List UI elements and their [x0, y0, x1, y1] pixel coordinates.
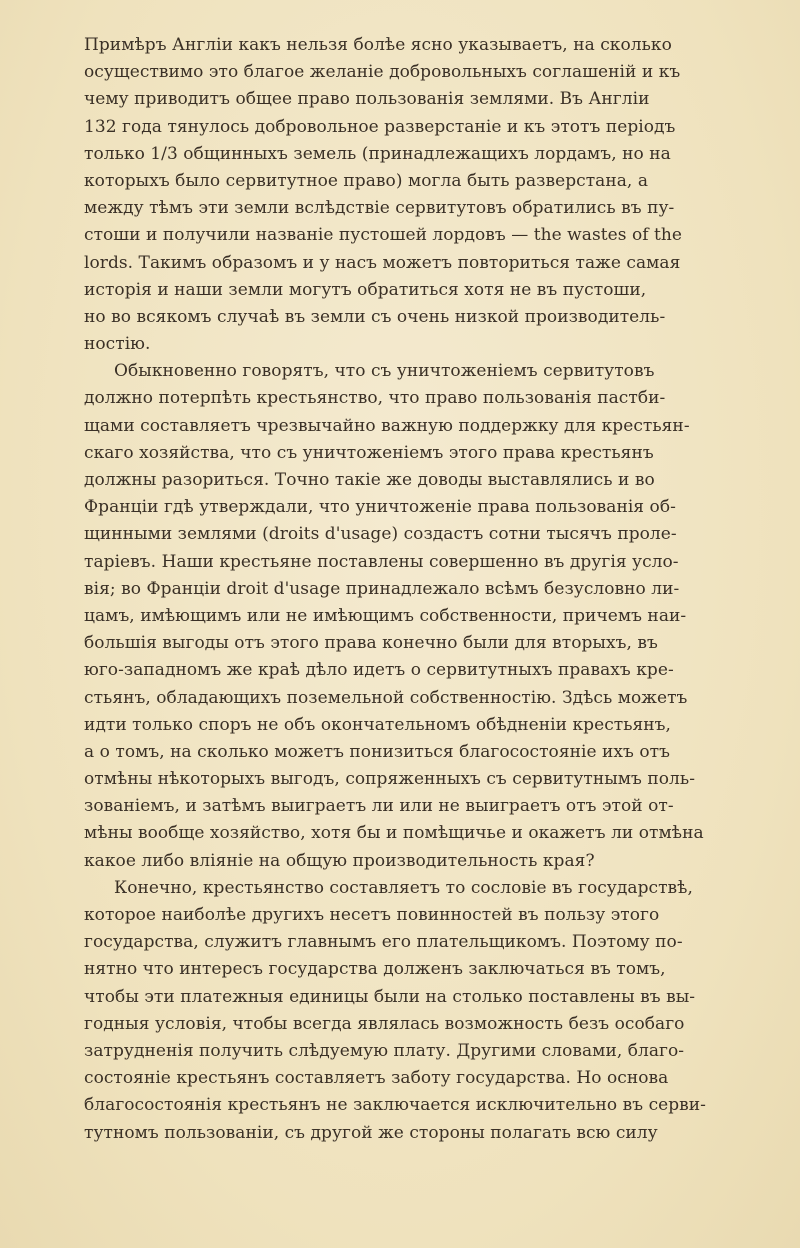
text-line: но во всякомъ случаѣ въ земли съ очень низкой производитель- [84, 306, 666, 327]
text-line: большія выгоды отъ этого права конечно были для вторыхъ, въ [84, 633, 658, 654]
text-line: которое наиболѣе другихъ несетъ повинностей въ пользу этого [84, 905, 660, 925]
text-line: затрудненія получить слѣдуемую плату. Другими словами, благо- [84, 1040, 685, 1061]
text-line: которыхъ было сервитутное право) могла быть разверстана, а [84, 170, 649, 191]
text-line: между тѣмъ эти земли вслѣдствіе сервитутовъ обратились въ пу- [84, 198, 675, 219]
paragraph-3 [84, 875, 736, 1147]
text-line: Примѣръ Англіи какъ нельзя болѣе ясно указываетъ, на сколько [84, 35, 672, 55]
text-line: а о томъ, на сколько можетъ понизиться благосостояніе ихъ отъ [84, 741, 670, 762]
paragraph-1 [84, 32, 736, 358]
text-line: годныя условія, чтобы всегда являлась возможность безъ особаго [84, 1013, 685, 1034]
text-line: чему приводитъ общее право пользованія землями. Въ Англіи [84, 89, 650, 110]
paragraph-2 [84, 358, 736, 875]
text-line: lords. Такимъ образомъ и у насъ можетъ повториться таже самая [84, 252, 681, 273]
text-line: таріевъ. Наши крестьяне поставлены совершенно въ другія усло- [84, 551, 679, 572]
text-line: отмѣны нѣкоторыхъ выгодъ, сопряженныхъ съ сервитутнымъ поль- [84, 769, 695, 790]
text-line: щами составляетъ чрезвычайно важную поддержку для крестьян- [84, 415, 690, 436]
text-line: мѣны вообще хозяйство, хотя бы и помѣщичье и окажетъ ли отмѣна [84, 823, 704, 844]
text-line: только 1/3 общинныхъ земель (принадлежащихъ лордамъ, но на [84, 143, 671, 164]
text-line: зованіемъ, и затѣмъ выиграетъ ли или не выиграетъ отъ этой от- [84, 796, 674, 817]
text-line: вія; во Франціи droit d'usage принадлежало всѣмъ безусловно ли- [84, 578, 680, 599]
text-line: благосостоянія крестьянъ не заключается исключительно въ серви- [84, 1095, 706, 1116]
text-line: государства, служитъ главнымъ его плательщикомъ. Поэтому по- [84, 932, 683, 953]
text-line: нятно что интересъ государства долженъ заключаться въ томъ, [84, 959, 666, 980]
text-line: стьянъ, обладающихъ поземельной собственностію. Здѣсь можетъ [84, 687, 688, 708]
text-line: цамъ, имѣющимъ или не имѣющимъ собственности, причемъ наи- [84, 605, 687, 626]
text-line: осуществимо это благое желаніе добровольныхъ соглашеній и къ [84, 62, 681, 83]
text-line: 132 года тянулось добровольное разверстаніе и къ этотъ періодъ [84, 116, 676, 137]
text-line: исторія и наши земли могутъ обратиться хотя не въ пустоши, [84, 279, 647, 300]
text-line: должны разориться. Точно такіе же доводы выставлялись и во [84, 470, 655, 490]
text-line: скаго хозяйства, что съ уничтоженіемъ этого права крестьянъ [84, 442, 654, 463]
text-line: идти только споръ не объ окончательномъ обѣдненіи крестьянъ, [84, 714, 672, 735]
text-line: должно потерпѣть крестьянство, что право пользованія пастби- [84, 388, 666, 409]
text-line: юго-западномъ же краѣ дѣло идетъ о сервитутныхъ правахъ кре- [84, 660, 674, 681]
text-line: Франціи гдѣ утверждали, что уничтоженіе права пользованія об- [84, 497, 676, 518]
text-line: Обыкновенно говорятъ, что съ уничтоженіемъ сервитутовъ [114, 361, 655, 382]
page-text [84, 32, 736, 1147]
text-line: какое либо вліяніе на общую производительность края? [84, 850, 595, 871]
text-line: ностію. [84, 334, 151, 355]
text-line: чтобы эти платежныя единицы были на столько поставлены въ вы- [84, 986, 696, 1007]
text-line: состояніе крестьянъ составляетъ заботу государства. Но основа [84, 1068, 669, 1089]
text-line: Конечно, крестьянство составляетъ то сословіе въ государствѣ, [114, 877, 693, 898]
text-line: щинными землями (droits d'usage) создастъ сотни тысячъ проле- [84, 524, 677, 545]
text-line: тутномъ пользованіи, съ другой же стороны полагать всю силу [84, 1122, 658, 1143]
text-line: стоши и получили названіе пустошей лордовъ — the wastes of the [84, 225, 683, 246]
